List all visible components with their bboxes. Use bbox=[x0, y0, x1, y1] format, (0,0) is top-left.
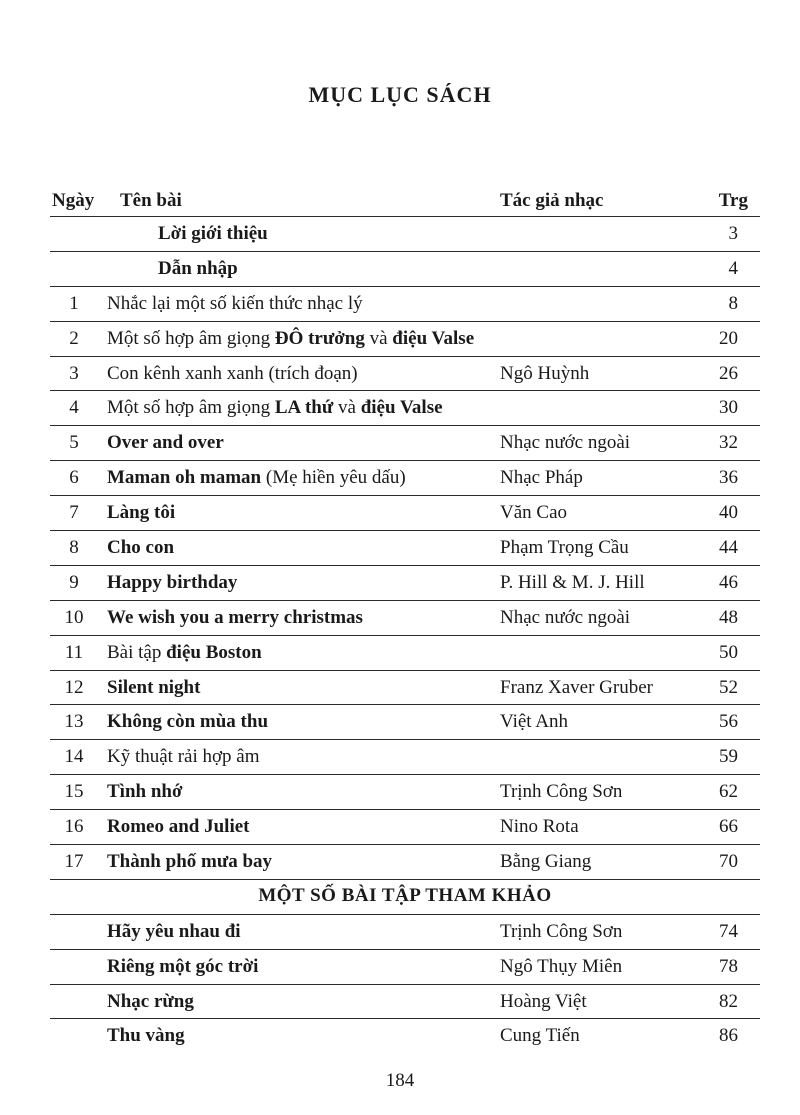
toc-song-title bbox=[107, 746, 260, 768]
title-segment: Maman oh maman bbox=[107, 467, 262, 489]
toc-page-number: 8 bbox=[728, 292, 738, 314]
toc-row bbox=[50, 425, 760, 460]
toc-song-title bbox=[107, 293, 363, 315]
toc-page-number: 4 bbox=[728, 257, 738, 279]
toc-page-number: 40 bbox=[719, 502, 738, 524]
toc-author: Ngô Thụy Miên bbox=[500, 955, 623, 977]
toc-row bbox=[50, 949, 760, 984]
toc-day-number: 14 bbox=[64, 746, 84, 768]
toc-author: Ngô Huỳnh bbox=[500, 362, 590, 384]
header-title: Tên bài bbox=[120, 190, 182, 211]
title-segment: và bbox=[333, 397, 361, 419]
toc-row bbox=[50, 321, 760, 356]
toc-author: Phạm Trọng Cầu bbox=[500, 537, 629, 559]
toc-row bbox=[50, 704, 760, 739]
title-segment: Riêng một góc trời bbox=[107, 955, 259, 977]
title-segment: Nhạc rừng bbox=[107, 990, 194, 1012]
toc-day-number: 15 bbox=[64, 781, 84, 803]
toc-author: Franz Xaver Gruber bbox=[500, 676, 653, 698]
title-segment: Dẫn nhập bbox=[158, 257, 238, 279]
toc-song-title bbox=[107, 642, 262, 664]
toc-day-number: 12 bbox=[64, 676, 84, 698]
title-segment: Over and over bbox=[107, 432, 224, 454]
toc-song-title bbox=[107, 607, 363, 629]
table-of-contents bbox=[50, 216, 760, 1053]
toc-row bbox=[50, 1018, 760, 1053]
toc-row bbox=[50, 914, 760, 949]
toc-page-number: 52 bbox=[719, 676, 738, 698]
toc-author: Nhạc Pháp bbox=[500, 467, 583, 489]
toc-day-number: 17 bbox=[64, 851, 84, 873]
toc-day-number: 4 bbox=[69, 397, 79, 419]
toc-page-number: 20 bbox=[719, 327, 738, 349]
toc-author: Trịnh Công Sơn bbox=[500, 781, 623, 803]
toc-day-number: 13 bbox=[64, 711, 84, 733]
toc-song-title bbox=[107, 537, 174, 559]
title-segment: We wish you a merry christmas bbox=[107, 606, 363, 628]
title-segment: Happy birthday bbox=[107, 571, 238, 593]
toc-row bbox=[50, 530, 760, 565]
toc-author: Văn Cao bbox=[500, 502, 568, 524]
title-segment: Cho con bbox=[107, 537, 175, 559]
toc-page-number: 86 bbox=[719, 1025, 738, 1047]
toc-row bbox=[50, 356, 760, 391]
header-day: Ngày bbox=[52, 190, 95, 211]
toc-song-title bbox=[107, 816, 250, 838]
toc-page-number: 46 bbox=[719, 571, 738, 593]
toc-author: Trịnh Công Sơn bbox=[500, 920, 623, 942]
toc-row bbox=[50, 600, 760, 635]
toc-day-number: 11 bbox=[64, 641, 84, 663]
toc-page-number: 78 bbox=[719, 955, 738, 977]
page-number: 184 bbox=[385, 1070, 415, 1091]
toc-row bbox=[50, 565, 760, 600]
toc-author: Nhạc nước ngoài bbox=[500, 606, 631, 628]
toc-song-title bbox=[107, 467, 406, 489]
toc-song-title bbox=[107, 572, 237, 594]
toc-row bbox=[50, 739, 760, 774]
toc-page-number: 59 bbox=[719, 746, 738, 768]
toc-row bbox=[50, 984, 760, 1019]
toc-song-title bbox=[158, 223, 268, 245]
toc-row bbox=[50, 216, 760, 251]
title-segment: ĐÔ trưởng bbox=[274, 327, 365, 349]
toc-song-title bbox=[107, 397, 443, 419]
header-page: Trg bbox=[718, 190, 748, 211]
title-segment: Silent night bbox=[107, 676, 201, 698]
section-row bbox=[50, 879, 760, 914]
section-heading: MỘT SỐ BÀI TẬP THAM KHẢO bbox=[258, 884, 552, 906]
toc-page-number: 32 bbox=[719, 432, 738, 454]
toc-page-number: 26 bbox=[719, 362, 738, 384]
toc-row bbox=[50, 460, 760, 495]
toc-author: Hoàng Việt bbox=[500, 990, 587, 1012]
toc-page-number: 44 bbox=[719, 537, 738, 559]
toc-header bbox=[50, 186, 760, 216]
toc-row bbox=[50, 495, 760, 530]
toc-page-number: 82 bbox=[719, 990, 738, 1012]
title-segment: LA thứ bbox=[274, 397, 334, 419]
toc-day-number: 10 bbox=[64, 606, 84, 628]
toc-song-title bbox=[107, 956, 258, 978]
toc-day-number: 3 bbox=[69, 362, 79, 384]
title-segment: Kỹ thuật rải hợp âm bbox=[107, 746, 260, 768]
title-segment: Con kênh xanh xanh (trích đoạn) bbox=[107, 362, 358, 384]
toc-author: P. Hill & M. J. Hill bbox=[500, 571, 645, 593]
toc-day-number: 6 bbox=[69, 467, 79, 489]
toc-page-number: 74 bbox=[719, 920, 738, 942]
toc-song-title bbox=[107, 502, 175, 524]
toc-day-number: 9 bbox=[69, 571, 79, 593]
page-title: MỤC LỤC SÁCH bbox=[308, 82, 492, 107]
toc-song-title bbox=[107, 991, 194, 1013]
title-segment: Thu vàng bbox=[107, 1025, 185, 1047]
toc-song-title bbox=[107, 432, 224, 454]
toc-author: Cung Tiến bbox=[500, 1025, 580, 1047]
toc-page-number: 50 bbox=[719, 641, 738, 663]
toc-song-title bbox=[107, 851, 272, 873]
title-segment: Không còn mùa thu bbox=[107, 711, 269, 733]
toc-page-number: 48 bbox=[719, 606, 738, 628]
title-segment: Lời giới thiệu bbox=[158, 223, 268, 244]
toc-row bbox=[50, 251, 760, 286]
toc-song-title bbox=[107, 711, 268, 733]
title-segment: điệu Valse bbox=[392, 327, 475, 349]
toc-song-title bbox=[107, 363, 358, 385]
toc-author: Việt Anh bbox=[500, 711, 568, 733]
toc-author: Bằng Giang bbox=[500, 851, 592, 873]
toc-row bbox=[50, 390, 760, 425]
toc-song-title bbox=[107, 328, 474, 350]
toc-author: Nino Rota bbox=[500, 816, 579, 838]
toc-song-title bbox=[158, 258, 238, 280]
title-segment: Làng tôi bbox=[107, 502, 176, 524]
toc-song-title bbox=[107, 677, 200, 699]
toc-row bbox=[50, 774, 760, 809]
toc-row bbox=[50, 670, 760, 705]
toc-page-number: 30 bbox=[719, 397, 738, 419]
title-segment: điệu Valse bbox=[360, 397, 443, 419]
title-segment: Một số hợp âm giọng bbox=[107, 327, 275, 349]
title-segment: (Mẹ hiền yêu dấu) bbox=[261, 467, 406, 489]
toc-row bbox=[50, 286, 760, 321]
toc-day-number: 2 bbox=[69, 327, 79, 349]
toc-day-number: 7 bbox=[69, 502, 79, 524]
title-segment: Bài tập bbox=[107, 641, 167, 663]
toc-page-number: 56 bbox=[719, 711, 738, 733]
title-segment: Một số hợp âm giọng bbox=[107, 397, 275, 419]
toc-page-number: 36 bbox=[719, 467, 738, 489]
toc-day-number: 1 bbox=[69, 292, 79, 314]
toc-page-number: 70 bbox=[719, 851, 738, 873]
toc-day-number: 8 bbox=[69, 537, 79, 559]
toc-song-title bbox=[107, 1025, 185, 1047]
title-segment: điệu Boston bbox=[166, 641, 262, 663]
toc-song-title bbox=[107, 781, 183, 803]
toc-song-title bbox=[107, 921, 241, 943]
title-segment: Hãy yêu nhau đi bbox=[107, 920, 241, 942]
title-segment: Nhắc lại một số kiến thức nhạc lý bbox=[107, 292, 363, 314]
toc-page-number: 3 bbox=[728, 223, 738, 244]
title-segment: và bbox=[364, 327, 393, 349]
toc-row bbox=[50, 635, 760, 670]
toc-day-number: 16 bbox=[64, 816, 84, 838]
toc-row bbox=[50, 809, 760, 844]
title-segment: Tình nhớ bbox=[107, 781, 183, 803]
toc-author: Nhạc nước ngoài bbox=[500, 432, 631, 454]
toc-row bbox=[50, 844, 760, 879]
title-segment: Romeo and Juliet bbox=[107, 816, 250, 838]
header-author: Tác giả nhạc bbox=[500, 190, 604, 211]
title-segment: Thành phố mưa bay bbox=[107, 851, 273, 873]
toc-page-number: 66 bbox=[719, 816, 738, 838]
toc-day-number: 5 bbox=[69, 432, 79, 454]
toc-page-number: 62 bbox=[719, 781, 738, 803]
